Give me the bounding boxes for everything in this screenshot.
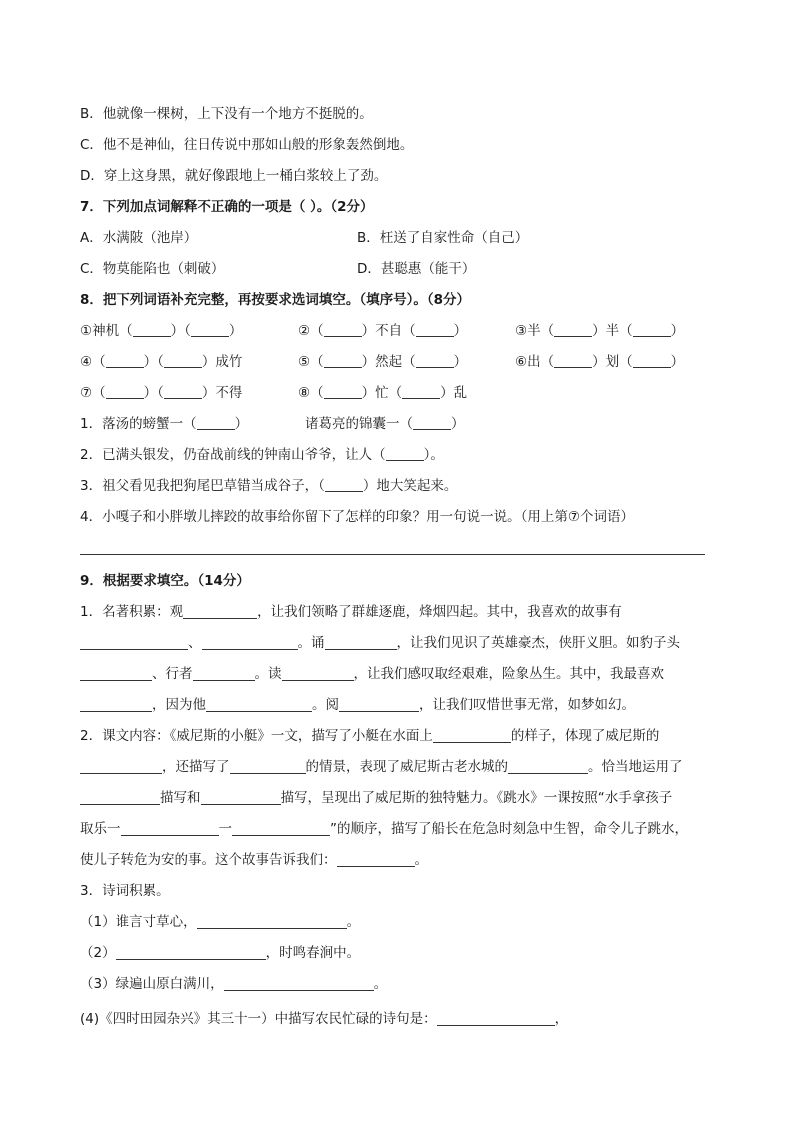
blank[interactable] (413, 416, 451, 430)
blank[interactable] (416, 354, 454, 368)
blank[interactable] (386, 447, 424, 461)
fill-blank[interactable] (80, 666, 152, 681)
blank[interactable] (554, 323, 592, 337)
q9-line-7: 描写和 描写，呈现出了威尼斯的独特魅力。《跳水》一课按照“水手拿孩子 (80, 788, 672, 808)
q9-poem-2: （2） ，时鸣春涧中。 (80, 945, 361, 961)
q8-sub-1b: 诸葛亮的锦囊一（ ） (305, 416, 465, 432)
fill-blank[interactable] (433, 728, 511, 743)
q9-line-9: 使儿子转危为安的事。这个故事告诉我们： 。 (80, 852, 428, 868)
q8-sub-4: 4．小嘎子和小胖墩儿摔跤的故事给你留下了怎样的印象？用一句说一说。（用上第⑦个词语） (80, 509, 634, 525)
q8-item-4: ④（ ）（ ）成竹 (80, 354, 243, 370)
q7-option-d: D．甚聪惠（能干） (357, 261, 476, 277)
fill-blank[interactable] (337, 852, 415, 867)
q8-title: 8．把下列词语补充完整，再按要求选词填空。（填序号）。（8分） (80, 292, 471, 308)
fill-blank[interactable] (80, 790, 160, 805)
q9-title: 9．根据要求填空。（14分） (80, 573, 250, 589)
fill-blank[interactable] (232, 821, 330, 836)
fill-blank[interactable] (282, 666, 354, 681)
fill-blank[interactable] (325, 635, 397, 650)
blank[interactable] (106, 385, 144, 399)
q6-option-c: C．他不是神仙，往日传说中那如山般的形象轰然倒地。 (80, 137, 414, 153)
fill-blank[interactable] (116, 945, 266, 960)
blank[interactable] (324, 385, 362, 399)
q9-poem-1: （1）谁言寸草心， 。 (80, 914, 361, 930)
q8-item-5: ⑤（ ）然起（ ） (298, 354, 468, 370)
q9-line-1: 1．名著积累：观 ，让我们领略了群雄逐鹿，烽烟四起。其中，我喜欢的故事有 (80, 604, 622, 620)
blank[interactable] (197, 416, 235, 430)
blank[interactable] (324, 323, 362, 337)
q9-line-4: ，因为他 。阅 ，让我们叹惜世事无常，如梦如幻。 (80, 695, 635, 715)
q8-item-6: ⑥出（ ）划（ ） (515, 354, 685, 370)
q8-sub-2: 2．已满头银发，仍奋战前线的钟南山爷爷，让人（ ）。 (80, 447, 444, 463)
fill-blank[interactable] (437, 1011, 555, 1026)
blank[interactable] (402, 385, 440, 399)
q9-line-6: ，还描写了 的情景，表现了威尼斯古老水城的 。恰当地运用了 (80, 757, 683, 777)
fill-blank[interactable] (193, 666, 255, 681)
blank[interactable] (191, 323, 229, 337)
q7-title: 7．下列加点词解释不正确的一项是（ ）。（2分） (80, 199, 374, 215)
q8-item-3: ③半（ ）半（ ） (515, 323, 685, 339)
fill-blank[interactable] (80, 697, 152, 712)
fill-blank[interactable] (508, 759, 588, 774)
q8-item-2: ②（ ）不自（ ） (298, 323, 468, 339)
fill-blank[interactable] (121, 821, 219, 836)
fill-blank[interactable] (80, 759, 162, 774)
q8-sub-3: 3．祖父看见我把狗尾巴草错当成谷子，（ ）地大笑起来。 (80, 478, 458, 494)
fill-blank[interactable] (80, 635, 188, 650)
fill-blank[interactable] (206, 697, 312, 712)
fill-blank[interactable] (197, 914, 347, 929)
fill-blank[interactable] (339, 697, 419, 712)
q8-item-1: ①神机（ ）（ ） (80, 323, 243, 339)
answer-line[interactable] (80, 554, 705, 555)
blank[interactable] (325, 478, 363, 492)
q7-option-b: B．枉送了自家性命（自己） (357, 230, 529, 246)
q8-sub-1a: 1．落汤的螃蟹一（ ） (80, 416, 249, 432)
q9-line-8: 取乐一 一 ”的顺序，描写了船长在危急时刻急中生智，命令儿子跳水， (80, 821, 688, 837)
fill-blank[interactable] (230, 759, 306, 774)
q9-poetry-heading: 3．诗词积累。 (80, 883, 170, 899)
blank[interactable] (133, 323, 171, 337)
q7-option-a: A．水满陂（池岸） (80, 230, 198, 246)
blank[interactable] (633, 354, 671, 368)
fill-blank[interactable] (201, 790, 281, 805)
q9-poem-3: （3）绿遍山原白满川， 。 (80, 976, 388, 992)
blank[interactable] (633, 323, 671, 337)
q9-line-5: 2．课文内容：《威尼斯的小艇》一文，描写了小艇在水面上 的样子，体现了威尼斯的 (80, 728, 660, 744)
fill-blank[interactable] (224, 976, 374, 991)
blank[interactable] (554, 354, 592, 368)
blank[interactable] (106, 354, 144, 368)
fill-blank[interactable] (183, 604, 257, 619)
q8-item-8: ⑧（ ）忙（ ）乱 (298, 385, 468, 401)
blank[interactable] (324, 354, 362, 368)
fill-blank[interactable] (202, 635, 298, 650)
q8-item-7: ⑦（ ）（ ）不得 (80, 385, 243, 401)
q9-line-3: 、行者 。读 ，让我们感叹取经艰难，险象丛生。其中，我最喜欢 (80, 664, 664, 684)
q6-option-d: D．穿上这身黑，就好像跟地上一桶白浆较上了劲。 (80, 168, 388, 184)
blank[interactable] (164, 385, 202, 399)
q9-line-2: 、 。诵 ，让我们见识了英雄豪杰，侠肝义胆。如豹子头 (80, 633, 680, 653)
q6-option-b: B．他就像一棵树，上下没有一个地方不挺脱的。 (80, 106, 373, 122)
q7-option-c: C．物莫能陷也（刺破） (80, 261, 225, 277)
blank[interactable] (164, 354, 202, 368)
q9-poem-4: (4)《四时田园杂兴》其三十一）中描写农民忙碌的诗句是： ， (80, 1011, 569, 1027)
blank[interactable] (416, 323, 454, 337)
